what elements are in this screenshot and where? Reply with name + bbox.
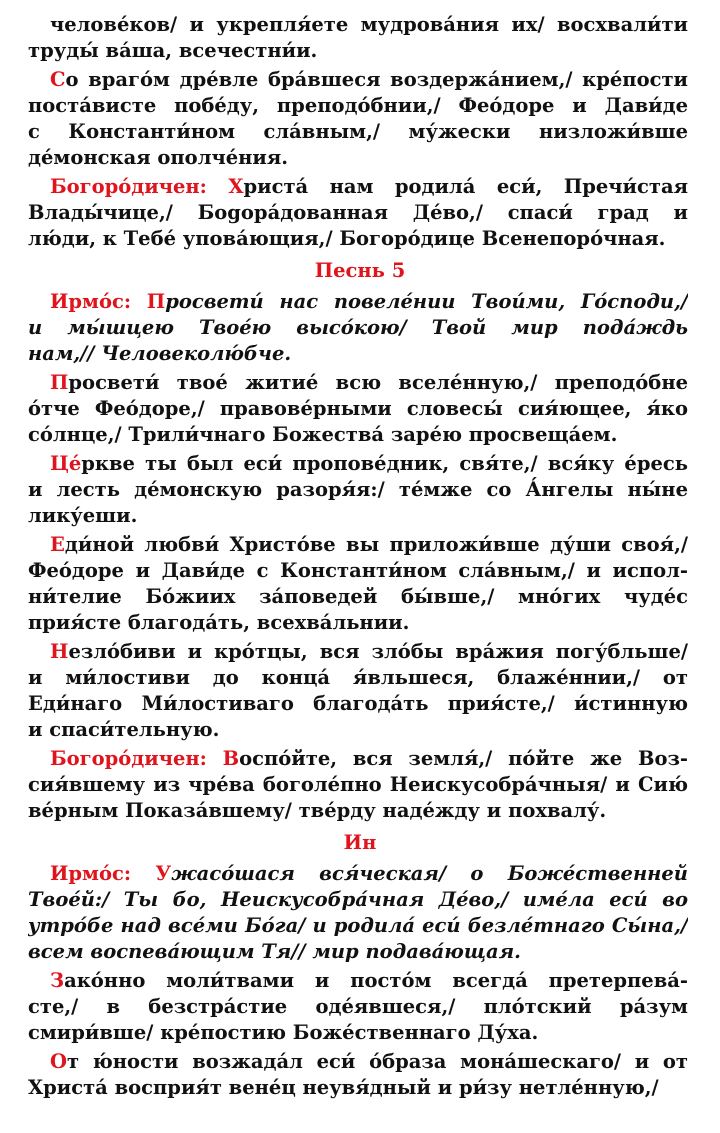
text-paragraph (28, 370, 688, 448)
section-heading: Песнь 5 (314, 259, 406, 282)
text-line (28, 226, 688, 252)
text-line (28, 315, 688, 341)
verse-text: Еди́наго Ми́лостиваго благода́ть прия́сте,/ и́стинную (28, 692, 688, 715)
verse-text: росвети́ нас повеле́нии Твои́ми, Го́споди,/ (165, 290, 688, 313)
verse-text: и спаси́тельную. (28, 718, 220, 741)
verse-text: челове́ков/ и укрепля́ете мудрова́ния их/ восхвали́ти (50, 13, 688, 36)
verse-text: Фео́доре и Дави́де с Константи́ном сла́вным,/ и испол- (28, 559, 688, 582)
text-line (28, 174, 688, 200)
verse-text: и мы́шцею Твое́ю высо́кою/ Твой мир пода́ждь (28, 316, 688, 339)
text-line (28, 772, 688, 798)
text-line (28, 200, 688, 226)
text-line (28, 289, 688, 315)
text-paragraph (28, 746, 688, 824)
rubric-text: З (50, 969, 65, 992)
text-paragraph (28, 968, 688, 1046)
text-line (28, 861, 688, 887)
text-line (28, 798, 688, 824)
verse-text: утро́бе над все́ми Бо́га/ и родила́ еси́ безле́тнаго Сы́на,/ (28, 914, 688, 937)
rubric-text: Ирмо́с: П (50, 290, 166, 313)
verse-text: со́лнце,/ Трили́чнаго Божества́ заре́ю просвеща́ем. (28, 423, 618, 446)
text-line (28, 119, 688, 145)
text-line (28, 93, 688, 119)
verse-text: ди́ной любви́ Христо́ве вы приложи́вше ду́ши своя́,/ (64, 533, 688, 556)
text-line (28, 1020, 688, 1046)
verse-text: о́тче Фео́доре,/ правове́рными словесы́ сия́ющее, я́ко (28, 397, 688, 420)
verse-text: труды́ ва́ша, всечестни́и. (28, 39, 318, 62)
verse-text: оспо́йте, вся земля́,/ по́йте же Воз- (239, 747, 688, 770)
verse-text: Влады́чице,/ Бogopа́дованная Де́во,/ спаси́ град и (28, 201, 688, 224)
rubric-text: О (50, 1050, 67, 1073)
text-line (28, 558, 688, 584)
rubric-text: Це́ (50, 452, 82, 475)
verse-text: риста́ нам родила́ еси́, Пречи́стая (243, 175, 688, 198)
text-paragraph (28, 639, 688, 743)
text-line (28, 477, 688, 503)
verse-text: всем воспева́ющим Тя// мир подава́ющая. (28, 940, 521, 963)
text-line (28, 665, 688, 691)
verse-text: ни́телие Бо́жиих за́поведей бы́вше,/ мно́гих чуде́с (28, 585, 688, 608)
verse-text: сте,/ в безстра́стие оде́явшеся,/ пло́тский ра́зум (28, 995, 688, 1018)
verse-text: ве́рным Показа́вшему/ тве́рду наде́жду и похвалу́. (28, 799, 607, 822)
verse-text: и ми́лостиви до конца́ я́вльшеся, блаже́ннии,/ от (28, 666, 688, 689)
text-line (28, 532, 688, 558)
verse-text: с Константи́ном сла́вным,/ му́жески низложи́вше (28, 120, 688, 143)
rubric-text: Е (50, 533, 65, 556)
text-paragraph (28, 861, 688, 965)
text-line (28, 451, 688, 477)
text-line (28, 691, 688, 717)
verse-text: нам,// Человеколю́бче. (28, 342, 292, 365)
verse-text: де́монская ополче́ния. (28, 146, 289, 169)
text-line (28, 939, 688, 965)
verse-text: т ю́ности возжада́л еси́ о́браза мона́шескаго/ и от (67, 1050, 688, 1073)
text-line (28, 341, 688, 367)
text-line (28, 994, 688, 1020)
verse-text: прия́сте благода́ть, всехва́льнии. (28, 611, 410, 634)
text-line (28, 639, 688, 665)
text-line (28, 717, 688, 743)
text-line (28, 396, 688, 422)
verse-text: Твое́й:/ Ты бо, Неискусобра́чная Де́во,/ име́ла еси́ во (28, 888, 688, 911)
text-line (28, 610, 688, 636)
rubric-text: Н (50, 640, 69, 663)
verse-text: о враго́м дре́вле бра́вшеся воздержа́нием,/ кре́пости (65, 68, 688, 91)
verse-text: и лесть де́монскую разоря́я:/ те́мже со А́нгелы ны́не (28, 478, 688, 501)
text-paragraph (28, 1049, 688, 1101)
text-paragraph (28, 174, 688, 252)
text-paragraph (28, 289, 688, 367)
text-line (28, 145, 688, 171)
text-line (28, 887, 688, 913)
verse-text: жасо́шася вся́ческая/ о Боже́ственней (171, 862, 688, 885)
text-line (28, 913, 688, 939)
verse-text: смири́вше/ кре́постию Боже́ственнаго Ду́ха. (28, 1021, 539, 1044)
rubric-text: Богоро́дичен: Х (50, 175, 244, 198)
verse-text: езло́биви и кро́тцы, вся зло́бы вра́жия погу́бльше/ (68, 640, 688, 663)
text-line (28, 38, 688, 64)
verse-text: ако́нно моли́твами и посто́м всегда́ претерпева́- (64, 969, 688, 992)
verse-text: лику́еши. (28, 504, 138, 527)
text-line (28, 1075, 688, 1101)
text-line (28, 370, 688, 396)
text-line (28, 12, 688, 38)
rubric-text: Ирмо́с: У (50, 862, 172, 885)
text-line (28, 968, 688, 994)
text-line (28, 503, 688, 529)
text-line (28, 422, 688, 448)
verse-text: сия́вшему из чре́ва боголе́пно Неискусобра́чныя/ и Сию́ (28, 773, 688, 796)
rubric-text: С (50, 68, 66, 91)
text-line (28, 67, 688, 93)
text-line (28, 746, 688, 772)
section-heading: Ин (343, 831, 377, 854)
text-line (28, 584, 688, 610)
rubric-text: Богоро́дичен: В (50, 747, 240, 770)
verse-text: поста́висте побе́ду, преподо́бнии,/ Фео́доре и Дави́де (28, 94, 688, 117)
rubric-text: П (50, 371, 69, 394)
text-line (28, 1049, 688, 1075)
text-paragraph (28, 67, 688, 171)
text-paragraph (28, 532, 688, 636)
text-paragraph (28, 451, 688, 529)
text-paragraph (28, 12, 688, 64)
verse-text: Христа́ восприя́т вене́ц неувя́дный и ри́зу нетле́нную,/ (28, 1076, 659, 1099)
verse-text: лю́ди, к Тебе́ упова́ющия,/ Богоро́дице Всенепоро́чная. (28, 227, 666, 250)
verse-text: ркве ты был еси́ пропове́дник, свя́те,/ вся́ку е́ресь (81, 452, 688, 475)
verse-text: росвети́ твое́ житие́ всю вселе́нную,/ преподо́бне (68, 371, 688, 394)
